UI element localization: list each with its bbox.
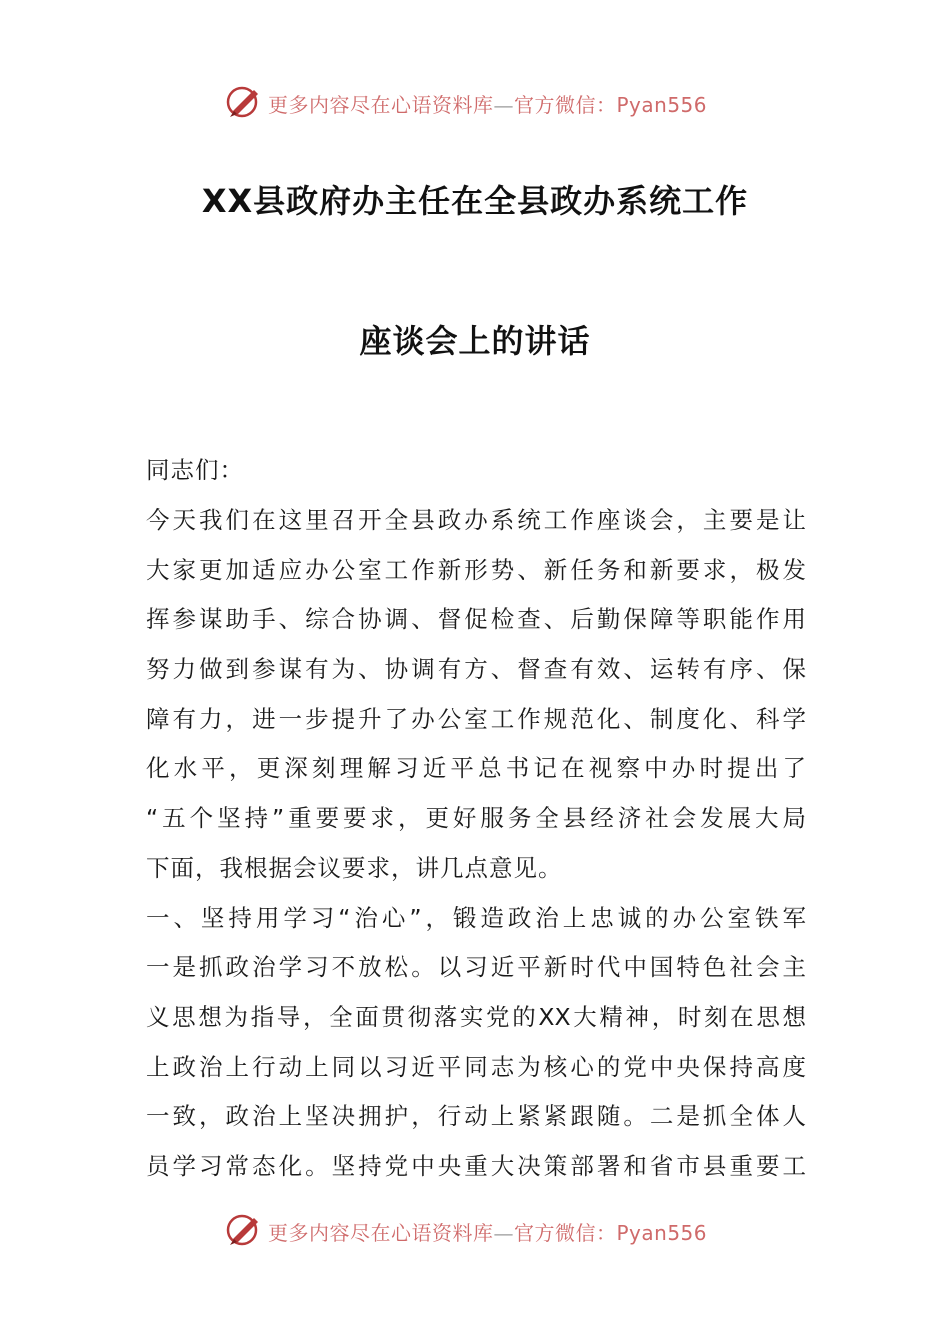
- watermark-separator: —: [493, 1221, 514, 1245]
- body-line: 上政治上行动上同以习近平同志为核心的党中央保持高度: [146, 1053, 806, 1081]
- watermark-text: [268, 1217, 707, 1246]
- watermark-suffix: 官方微信：: [514, 1221, 617, 1245]
- watermark-suffix: 官方微信：: [514, 93, 617, 117]
- watermark-wechat-id: Pyan556: [616, 1221, 708, 1245]
- body-line: 障有力，进一步提升了办公室工作规范化、制度化、科学: [146, 705, 806, 733]
- watermark-text: [268, 89, 707, 118]
- pen-logo-icon: [224, 84, 264, 120]
- watermark-wechat-id: Pyan556: [616, 93, 708, 117]
- body-line: 一是抓政治学习不放松。以习近平新时代中国特色社会主: [146, 953, 806, 981]
- body-line: 挥参谋助手、综合协调、督促检查、后勤保障等职能作用: [146, 605, 806, 633]
- watermark-main: 更多内容尽在心语资料库: [268, 1221, 494, 1245]
- document-title-line-2: 座谈会上的讲话: [359, 322, 591, 360]
- body-line: 大家更加适应办公室工作新形势、新任务和新要求，极发: [146, 556, 806, 584]
- watermark-main: 更多内容尽在心语资料库: [268, 93, 494, 117]
- body-line: 义思想为指导，全面贯彻落实党的XX大精神，时刻在思想: [146, 1003, 806, 1031]
- body-line: 下面，我根据会议要求，讲几点意见。: [146, 854, 563, 882]
- watermark-header: [0, 80, 950, 124]
- salutation: 同志们：: [146, 456, 244, 484]
- body-line: 努力做到参谋有为、协调有方、督查有效、运转有序、保: [146, 655, 806, 683]
- pen-logo-icon: [224, 1212, 264, 1248]
- body-line: “五个坚持”重要要求，更好服务全县经济社会发展大局: [146, 804, 806, 832]
- section-heading: 一、坚持用学习“治心”，锻造政治上忠诚的办公室铁军: [146, 904, 806, 932]
- watermark-separator: —: [493, 93, 514, 117]
- body-line: 一致，政治上坚决拥护，行动上紧紧跟随。二是抓全体人: [146, 1102, 806, 1130]
- body-line: 员学习常态化。坚持党中央重大决策部署和省市县重要工: [146, 1152, 806, 1180]
- body-line: 今天我们在这里召开全县政办系统工作座谈会，主要是让: [146, 506, 806, 534]
- document-title-line-1: XX县政府办主任在全县政办系统工作: [201, 182, 749, 220]
- watermark-footer: [0, 1208, 950, 1252]
- body-line: 化水平，更深刻理解习近平总书记在视察中办时提出了: [146, 754, 806, 782]
